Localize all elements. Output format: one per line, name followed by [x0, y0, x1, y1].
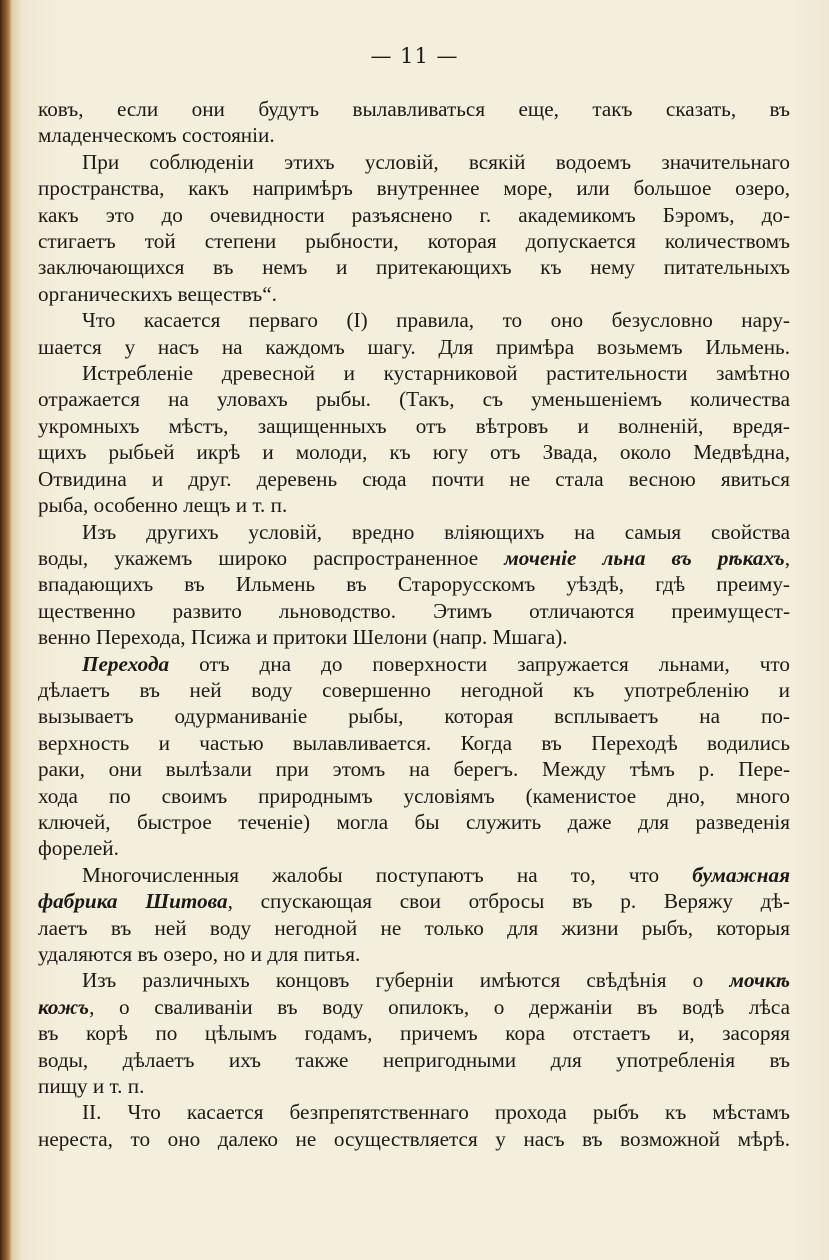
- text-span: заключающихся въ немъ и притекающихъ къ нему питательныхъ: [38, 255, 790, 280]
- text-span: нереста, то оно далеко не осуществляется у насъ въ возможной мѣрѣ.: [38, 1126, 790, 1151]
- text-line: [38, 994, 790, 1020]
- text-line: [38, 888, 790, 914]
- text-line: [38, 519, 790, 545]
- text-line: [38, 783, 790, 809]
- text-line: [38, 413, 790, 439]
- emphasized-text: моченіе льна въ рѣкахъ: [504, 545, 785, 570]
- text-span: При соблюденіи этихъ условій, всякій водоемъ значительнаго: [82, 149, 790, 174]
- text-line: [38, 386, 790, 412]
- text-span: Изъ различныхъ концовъ губерніи имѣются свѣдѣнія о: [82, 968, 730, 993]
- text-span: лаетъ въ ней воду негодной не только для жизни рыбъ, которыя: [38, 915, 790, 940]
- text-span: стигаетъ той степени рыбности, которая допускается количествомъ: [38, 229, 790, 254]
- text-span: пространства, какъ напримѣръ внутреннее море, или большое озеро,: [38, 176, 790, 201]
- text-line: [38, 96, 790, 122]
- text-span: шается у насъ на каждомъ шагу. Для примѣра возьмемъ Ильмень.: [38, 334, 790, 359]
- text-span: Что касается перваго (I) правила, то оно безусловно нару-: [82, 308, 790, 333]
- text-span: пищу и т. п.: [38, 1074, 145, 1099]
- text-line: [38, 254, 790, 280]
- text-line: [38, 1099, 790, 1125]
- text-span: удаляются въ озеро, но и для питья.: [38, 942, 361, 966]
- text-span: укромныхъ мѣстъ, защищенныхъ отъ вѣтровъ и волненій, вредя-: [38, 413, 790, 438]
- body-text: [38, 96, 790, 1152]
- text-line: [38, 149, 790, 175]
- text-span: отъ дна до поверхности запружается льнами, что: [169, 651, 790, 676]
- text-span: отражается на уловахъ рыбы. (Такъ, съ уменьшеніемъ количества: [38, 387, 790, 412]
- text-line: [38, 1047, 790, 1073]
- text-span: въ корѣ по цѣлымъ годамъ, причемъ кора отстаетъ и, засоряя: [38, 1021, 790, 1046]
- page-number: — 11 —: [370, 44, 459, 68]
- text-line: [38, 862, 790, 888]
- text-line: [38, 967, 790, 993]
- text-line: [38, 835, 790, 861]
- text-line: [38, 122, 790, 148]
- emphasized-text: кожъ: [38, 994, 90, 1019]
- text-line: [38, 1126, 790, 1152]
- text-line: [38, 466, 790, 492]
- emphasized-text: фабрика Шитова: [38, 889, 228, 914]
- text-line: [38, 334, 790, 360]
- text-line: [38, 360, 790, 386]
- text-span: воды, дѣлаетъ ихъ также непригодными для употребленія въ: [38, 1047, 790, 1072]
- text-span: младенческомъ состояніи.: [38, 123, 275, 148]
- text-line: [38, 228, 790, 254]
- text-line: [38, 1020, 790, 1046]
- emphasized-text: бумажная: [692, 862, 790, 887]
- text-span: II. Что касается безпрепятственнаго прохода рыбъ къ мѣстамъ: [82, 1100, 790, 1125]
- text-line: [38, 651, 790, 677]
- text-span: ,: [784, 545, 790, 570]
- text-span: форелей.: [38, 836, 119, 861]
- book-spine-edge: [0, 0, 12, 1260]
- text-line: [38, 571, 790, 597]
- text-span: впадающихъ въ Ильмень въ Старорусскомъ уѣздѣ, гдѣ преиму-: [38, 572, 790, 597]
- text-line: [38, 624, 790, 650]
- emphasized-text: мочкѣ: [729, 968, 790, 993]
- text-line: [38, 703, 790, 729]
- text-span: Многочисленныя жалобы поступаютъ на то, что: [82, 862, 693, 887]
- text-line: [38, 730, 790, 756]
- text-span: хода по своимъ природнымъ условіямъ (каменистое дно, много: [38, 783, 790, 808]
- text-span: Изъ другихъ условій, вредно вліяющихъ на самыя свойства: [82, 519, 790, 544]
- text-span: Отвидина и друг. деревень сюда почти не стала весною явиться: [38, 466, 790, 491]
- text-line: [38, 307, 790, 333]
- text-span: какъ это до очевидности разъяснено г. академикомъ Бэромъ, до-: [38, 202, 790, 227]
- text-line: [38, 1073, 790, 1099]
- text-span: венно Перехода, Псижа и притоки Шелони (напр. Мшага).: [38, 625, 568, 650]
- text-span: вызываетъ одурманиваніе рыбы, которая всплываетъ на по-: [38, 704, 790, 729]
- text-line: [38, 598, 790, 624]
- text-line: [38, 941, 790, 967]
- text-span: щественно развито льноводство. Этимъ отличаются преимущест-: [38, 598, 790, 623]
- text-line: [38, 545, 790, 571]
- text-line: [38, 175, 790, 201]
- text-line: [38, 202, 790, 228]
- text-span: рыба, особенно лещъ и т. п.: [38, 493, 288, 518]
- text-span: щихъ рыбьей икрѣ и молоди, къ югу отъ Звада, около Медвѣдна,: [38, 440, 790, 465]
- text-span: дѣлаетъ въ ней воду совершенно негодной къ употребленію и: [38, 677, 790, 702]
- text-span: , о сваливаніи въ воду опилокъ, о держаніи въ водѣ лѣса: [89, 994, 790, 1019]
- text-span: воды, укажемъ широко распространенное: [38, 545, 505, 570]
- text-span: ключей, быстрое теченіе) могла бы служить даже для разведенія: [38, 809, 790, 834]
- text-span: Истребленіе древесной и кустарниковой растительности замѣтно: [82, 361, 790, 386]
- text-line: [38, 677, 790, 703]
- text-line: [38, 281, 790, 307]
- text-line: [38, 492, 790, 518]
- emphasized-text: Перехода: [82, 651, 170, 676]
- text-span: раки, они вылѣзали при этомъ на берегъ. Между тѣмъ р. Пере-: [38, 757, 790, 782]
- text-line: [38, 915, 790, 941]
- text-span: , спускающая свои отбросы въ р. Веряжу дѣ-: [227, 889, 790, 914]
- text-span: органическихъ веществъ“.: [38, 281, 277, 306]
- text-line: [38, 809, 790, 835]
- text-line: [38, 756, 790, 782]
- text-span: верхность и частью вылавливается. Когда въ Переходѣ водились: [38, 730, 790, 755]
- text-line: [38, 439, 790, 465]
- text-span: ковъ, если они будутъ вылавливаться еще, такъ сказать, въ: [38, 97, 790, 121]
